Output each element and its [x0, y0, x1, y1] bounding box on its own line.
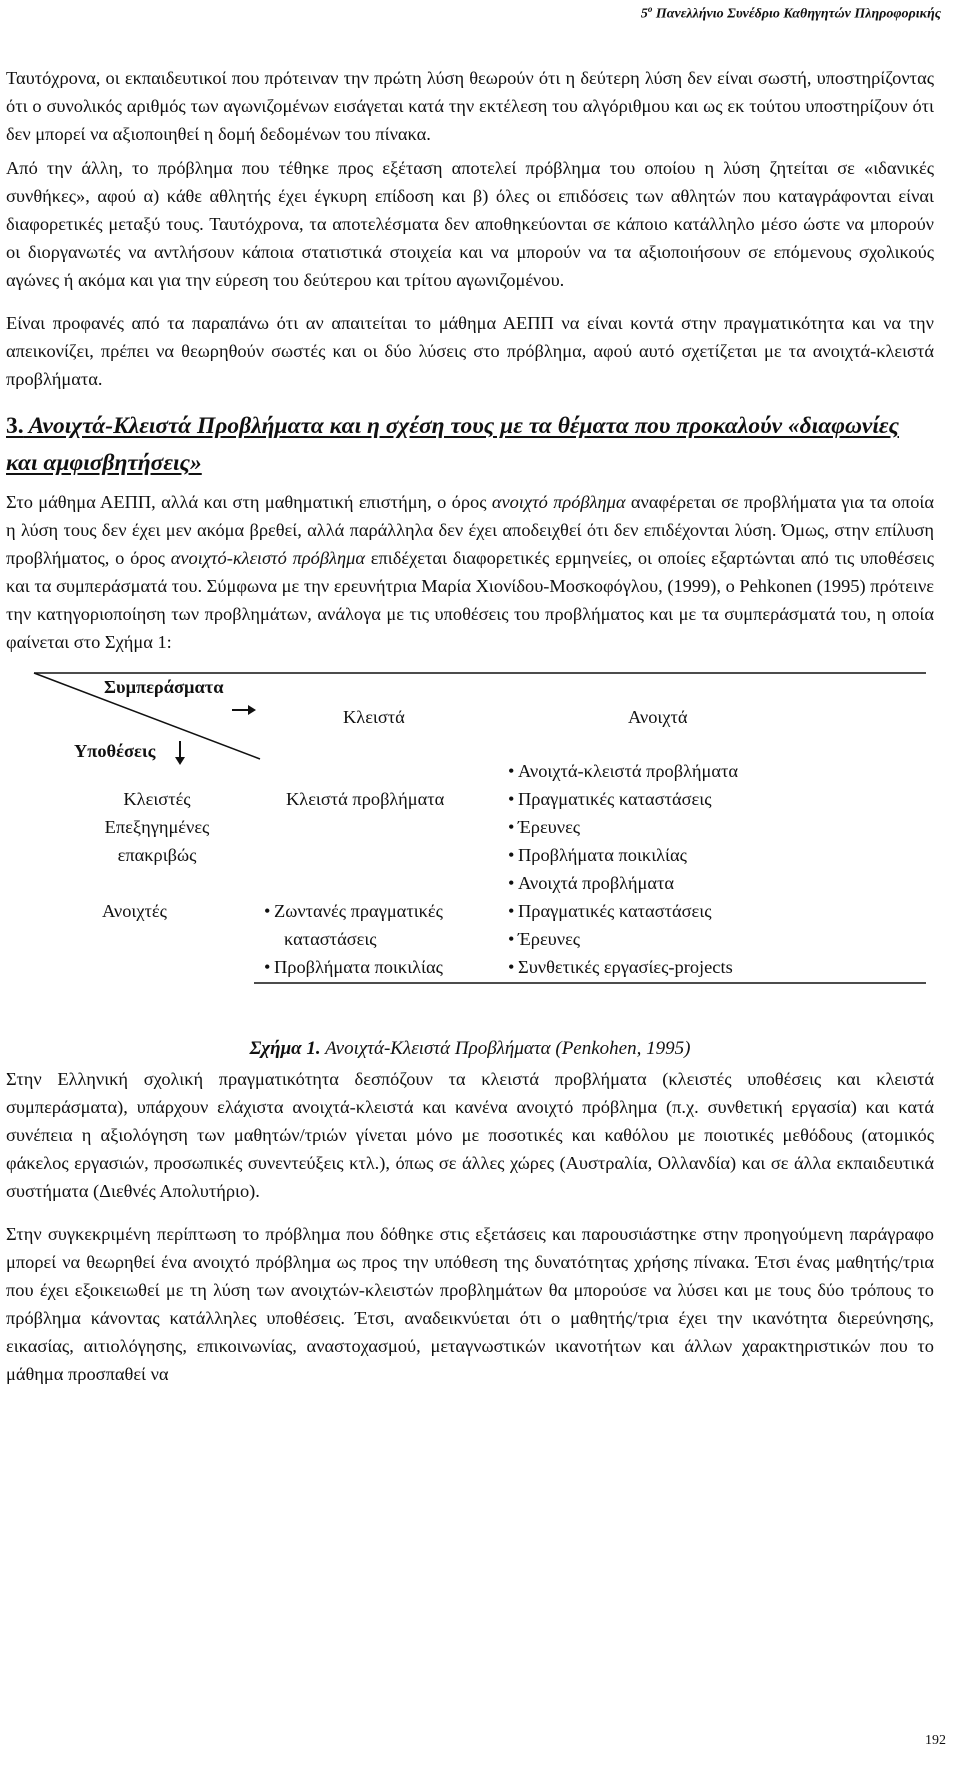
p4-part-b: αναφέρεται σε προβλήματα για τα οποία η λύση τους δεν έχει μεν ακόμα βρεθεί, αλλά παράλληλα δεν έχει αποδειχθεί ότι δεν επιδέχονται λύση. Όμως, στην επίλυση προβλήματος, ο όρος — [6, 492, 934, 568]
list-item: • Πραγματικές καταστάσεις — [508, 785, 738, 813]
list-item: • Έρευνες — [508, 925, 733, 953]
paragraph-1: Ταυτόχρονα, οι εκπαιδευτικοί που πρότειναν την πρώτη λύση θεωρούν ότι η δεύτερη λύση δεν είναι σωστή, υποστηρίζοντας ότι ο συνολικός αριθμός των αγωνιζομένων εισάγεται κατά την εκτέλεση του αλγόριθμου και ως εκ τούτου υποστηρίζουν ότι δεν μπορεί να αξιοποιηθεί η δομή δεδομένων του πίνακα. — [6, 68, 934, 144]
row-closed-line-2: Επεξηγημένες — [104, 817, 210, 837]
list-item: • Ανοιχτά-κλειστά προβλήματα — [508, 757, 738, 785]
page-number: 192 — [925, 1733, 946, 1748]
header-ordinal-sup: ο — [647, 4, 653, 14]
row-open-label: Ανοιχτές — [102, 901, 167, 921]
p4-part-c: επιδέχεται διαφορετικές ερμηνείες, οι οποίες εξαρτώνται από τις υποθέσεις και τα συμπεράσματά του. Σύμφωνα με την ερευνήτρια Μαρία Χιονίδου-Μοσκοφόγλου, (1999), ο Pehkonen (1995) πρότεινε την κατηγοριοποίηση των προβλημάτων, ανάλογα με τις υποθέσεις του προβλήματος και με τα συμπεράσματά του, η οποία φαίνεται στο Σχήμα 1: — [6, 548, 935, 652]
paragraph-6: Στην συγκεκριμένη περίπτωση το πρόβλημα που δόθηκε στις εξετάσεις και παρουσιάστηκε στην προηγούμενη παράγραφο μπορεί να θεωρηθεί ένα ανοιχτό πρόβλημα ως προς την υπόθεση της δυνατότητας χρήσης πίνακα. Έτσι ένας μαθητής/τρια που έχει εξοικειωθεί με τη λύση των ανοιχτών-κλειστών προβλημάτων θα μπορούσε να λύσει και με τους δύο τρόπους το πρόβλημα κάνοντας κατάλληλες υποθέσεις. Έτσι, αναδεικνύεται ότι ο μαθητής/τρια έχει την ικανότητα διερεύνησης, εικασίας, αιτιολόγησης, επικοινωνίας, αναστοχασμού, μεταγνωστικών ικανοτήτων και άλλων χαρακτηριστικών που το μάθημα προσπαθεί να — [6, 1224, 934, 1384]
section-number: 3. — [6, 413, 24, 439]
header-ordinal: 5 — [640, 6, 648, 22]
col-open-header: Ανοιχτά — [628, 707, 688, 727]
cell-closed-open — [508, 757, 738, 869]
list-item: • Προβλήματα ποικιλίας — [508, 841, 738, 869]
paragraph-4 — [6, 488, 934, 656]
paragraph-3: Είναι προφανές από τα παραπάνω ότι αν απαιτείται το μάθημα ΑΕΠΠ να είναι κοντά στην πραγματικότητα και να την απεικονίζει, πρέπει να θεωρηθούν σωστές και οι δύο λύσεις στο πρόβλημα, αφού αυτό σχετίζεται με τα ανοιχτά-κλειστά προβλήματα. — [6, 313, 934, 389]
p4-part-a: Στο μάθημα ΑΕΠΠ, αλλά και στη μαθηματική επιστήμη, ο όρος — [6, 492, 492, 512]
term-open-closed-problem: ανοιχτό-κλειστό πρόβλημα — [170, 548, 365, 568]
list-item: • Πραγματικές καταστάσεις — [508, 897, 733, 925]
caption-text: Ανοιχτά-Κλειστά Προβλήματα (Penkohen, 1995) — [320, 1038, 691, 1059]
term-open-problem: ανοιχτό πρόβλημα — [491, 492, 626, 512]
paragraph-5: Στην Ελληνική σχολική πραγματικότητα δεσπόζουν τα κλειστά προβλήματα (κλειστές υποθέσεις και κλειστά συμπεράσματα), υπάρχουν ελάχιστα ανοιχτά-κλειστά και κανένα ανοιχτό πρόβλημα (π.χ. συνθετική εργασία) και κατά συνέπεια η αξιολόγηση των μαθητών/τριών γίνεται μόνο με ποσοτικές και καθόλου με ποιοτικές μεθόδους (ατομικός φάκελος εργασιών, προσωπικές συνεντεύξεις κτλ.), όπως σε άλλες χώρες (Αυστραλία, Ολλανδία) και σε άλλα εκπαιδευτικά συστήματα (Διεθνές Απολυτήριο). — [6, 1069, 934, 1201]
list-item: • Έρευνες — [508, 813, 738, 841]
cell-closed-closed: Κλειστά προβλήματα — [286, 789, 445, 809]
cell-open-closed — [264, 897, 443, 981]
page-content — [6, 64, 934, 1403]
list-item: • Ζωντανές πραγματικές — [264, 897, 443, 925]
col-closed-header: Κλειστά — [343, 707, 405, 727]
caption-label: Σχήμα 1. — [249, 1038, 321, 1059]
row-closed-label — [72, 785, 232, 869]
down-arrow-icon — [175, 741, 185, 765]
conclusions-label: Συμπεράσματα — [104, 677, 224, 697]
row-closed-line-1: Κλειστές — [123, 789, 191, 809]
section-heading — [6, 408, 934, 482]
hypotheses-label: Υποθέσεις — [74, 741, 156, 761]
row-closed-line-3: επακριβώς — [117, 845, 197, 865]
header-title: Πανελλήνιο Συνέδριο Καθηγητών Πληροφορικής — [652, 6, 941, 22]
figure-1 — [6, 671, 934, 1059]
right-arrow-icon — [232, 705, 256, 715]
list-item: • Συνθετικές εργασίες-projects — [508, 953, 733, 981]
list-item-continued: καταστάσεις — [284, 929, 377, 949]
section-title: Ανοιχτά-Κλειστά Προβλήματα και η σχέση τους με τα θέματα που προκαλούν «διαφωνίες και αμφισβητήσεις» — [6, 413, 900, 476]
paragraph-2: Από την άλλη, το πρόβλημα που τέθηκε προς εξέταση αποτελεί πρόβλημα του οποίου η λύση ζητείται σε «ιδανικές συνθήκες», αφού α) κάθε αθλητής έχει έγκυρη επίδοση και β) όλες οι επιδόσεις των αθλητών που καταγράφονται είναι διαφορετικές μεταξύ τους. Ταυτόχρονα, τα αποτελέσματα δεν αποθηκεύονται σε κάποιο κατάλληλο μέσο ώστε να μπορούν οι διοργανωτές να αντλήσουν κάποια στατιστικά στοιχεία και να μπορούν να τα αξιοποιήσουν σε επόμενους σχολικούς αγώνες ή ακόμα και για την εύρεση του δεύτερου και τρίτου αγωνιζομένου. — [6, 158, 934, 290]
list-item: • Ανοιχτά προβλήματα — [508, 869, 733, 897]
list-item: • Προβλήματα ποικιλίας — [264, 953, 443, 981]
cell-open-open — [508, 869, 733, 981]
figure-caption — [6, 1035, 934, 1063]
running-header — [641, 4, 941, 23]
